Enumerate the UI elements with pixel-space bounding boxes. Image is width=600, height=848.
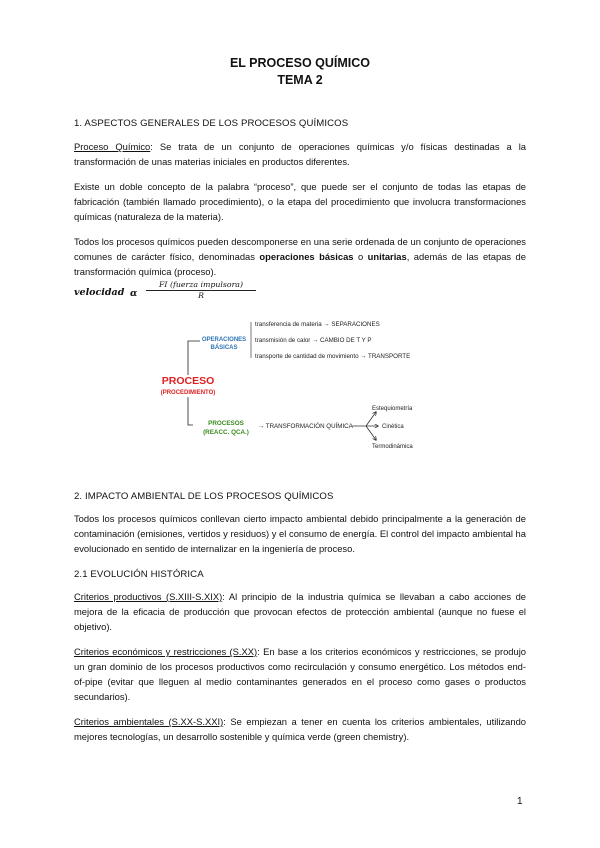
para3-bold-operaciones: operaciones básicas	[259, 251, 354, 262]
term-criterios-ambientales: Criterios ambientales (S.XX-S.XXI)	[74, 716, 224, 727]
branch-arrow-down	[366, 426, 376, 440]
section2-heading: 2. IMPACTO AMBIENTAL DE LOS PROCESOS QUÍMICOS	[74, 491, 334, 502]
document-title: EL PROCESO QUÍMICO	[229, 56, 371, 70]
bracket-lower	[188, 397, 193, 425]
section2-paragraph1: Todos los procesos químicos conllevan cierto impacto ambiental debido principalmente a la generación de contaminación (emisiones, vertidos y residuos) y el consumo de energía. El control del impacto ambiental ha evolucionado en sentido de internalizar en la ingeniería de proceso.	[74, 513, 526, 554]
section1-paragraph2: Existe un doble concepto de la palabra “proceso”, que puede ser el conjunto de todas las etapas de fabricación (también llamado procedimiento), o la etapa del procedimiento que involucra transformaciones químicas (naturaleza de la materia).	[74, 181, 526, 222]
term-criterios-productivos: Criterios productivos (S.XIII-S.XIX)	[74, 591, 223, 602]
subsection-heading: 2.1 EVOLUCIÓN HISTÓRICA	[74, 569, 204, 580]
diagram-ops-item: transmisión de calor → CAMBIO DE T Y P	[255, 337, 372, 344]
document-subtitle: TEMA 2	[277, 73, 323, 87]
para3-text-b: o	[353, 251, 368, 262]
diagram-transformacion-item: → TRANSFORMACIÓN QUÍMICA	[258, 423, 353, 430]
para1-text: : Se trata de un conjunto de operaciones químicas y/o físicas destinadas a la transformación de unas materias iniciales en productos diferentes.	[74, 141, 526, 167]
criterion-economicos	[74, 644, 526, 704]
formula-proportional-symbol: α	[130, 288, 138, 299]
branch-arrow-up	[366, 412, 376, 426]
diagram-ops-item: transporte de cantidad de movimiento → TRANSPORTE	[255, 353, 411, 360]
diagram-ops-item: transferencia de materia → SEPARACIONES	[255, 321, 380, 328]
bracket-upper	[188, 341, 200, 375]
formula-variable: velocidad	[74, 287, 125, 298]
diagram-procesos-label-2: (REACC. QCA.)	[203, 429, 249, 436]
term-criterios-economicos: Criterios económicos y restricciones (S.XX)	[74, 646, 258, 657]
diagram-branch-label: Termodinámica	[372, 444, 413, 450]
para3-text-a: Todos los procesos químicos pueden descomponerse en una serie ordenada de un conjunto de operaciones comunes de carácter físico, denominadas	[74, 236, 526, 262]
formula-denominator: R	[198, 291, 204, 300]
term-proceso-quimico: Proceso Químico	[74, 141, 151, 152]
crit2-text: : En base a los criterios económicos y restricciones, se produjo un gran dominio de los procesos productivos como recirculación y consumo energético. Los métodos end-of-pipe (evitar que lleguen al medio contaminantes generados en el proceso como gases o productos secundarios).	[74, 646, 527, 702]
diagram-procedimiento-label: (PROCEDIMIENTO)	[160, 390, 216, 396]
diagram-branch-label: Estequiometría	[372, 406, 413, 412]
page-number: 1	[517, 796, 523, 807]
diagram-ops-label-2: BÁSICAS	[210, 345, 238, 351]
diagram-proceso-label: PROCESO	[161, 375, 215, 387]
para3-text-c: , además de las etapas de transformación química (proceso).	[74, 251, 526, 277]
crit3-text: : Se empiezan a tener en cuenta los criterios ambientales, utilizando mejores tecnologías, un desarrollo sostenible y química verde (green chemistry).	[74, 716, 526, 742]
diagram-branch-label: Cinética	[382, 424, 404, 430]
diagram-procesos-label-1: PROCESOS	[208, 420, 244, 427]
diagram-ops-label-1: OPERACIONES	[201, 337, 247, 343]
crit1-text: : Al principio de la industria química se llevaban a cabo acciones de mejora de la eficacia de producción que provocan efectos de protección ambiental (aunque no fuese el objetivo).	[74, 591, 527, 632]
section1-heading: 1. ASPECTOS GENERALES DE LOS PROCESOS QUÍMICOS	[74, 118, 349, 129]
criterion-ambientales	[74, 714, 526, 744]
criterion-productivos	[74, 589, 526, 634]
formula-numerator: FI (fuerza impulsora)	[146, 280, 256, 291]
para3-bold-unitarias: unitarias	[367, 251, 407, 262]
